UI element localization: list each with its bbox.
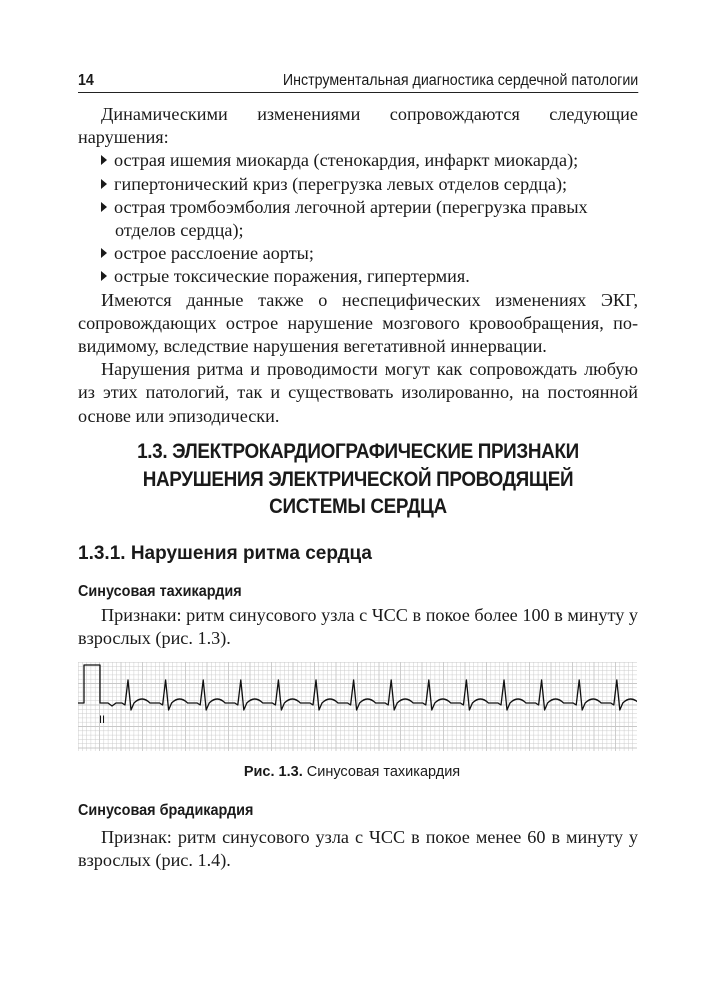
bullet-triangle-icon [101, 179, 107, 189]
bradycardia-text: Признак: ритм синусового узла с ЧСС в покое менее 60 в минуту у взрослых (рис. 1.4). [78, 827, 638, 871]
paragraph-nonspecific: Имеются данные также о неспецифических изменениях ЭКГ, сопровождающих острое нарушение мозгового кровообращения, по-видимому, вследствие нарушения вегетативной иннервации. [78, 289, 638, 357]
bullet-list [78, 149, 638, 288]
lead-label: II [99, 714, 106, 726]
intro-block [78, 103, 638, 428]
bradycardia-heading: Синусовая брадикардия [78, 802, 254, 819]
paragraph-rhythm: Нарушения ритма и проводимости могут как сопровождать любую из этих патологий, так и существовать изолированно, на постоянной основе или эпизодически. [78, 359, 638, 426]
tachycardia-heading: Синусовая тахикардия [78, 583, 242, 600]
bullet-triangle-icon [101, 271, 107, 281]
section-title: 1.3. ЭЛЕКТРОКАРДИОГРАФИЧЕСКИЕ ПРИЗНАКИ НАРУШЕНИЯ ЭЛЕКТРИЧЕСКОЙ ПРОВОДЯЩЕЙ СИСТЕМЫ СЕРДЦА [137, 440, 579, 518]
ecg-figure [78, 662, 637, 751]
bullet-triangle-icon [101, 248, 107, 258]
running-title: Инструментальная диагностика сердечной патологии [282, 72, 639, 89]
running-header [78, 62, 638, 93]
intro-lead: Динамическими изменениями сопровождаются следующие нарушения: [78, 104, 638, 148]
bullet-triangle-icon [101, 202, 107, 212]
subsection-title: 1.3.1. Нарушения ритма сердца [78, 543, 372, 564]
caption-label: Рис. 1.3. [243, 764, 303, 780]
figure-caption [0, 764, 704, 780]
bullet-triangle-icon [101, 155, 107, 165]
page-number: 14 [78, 72, 94, 89]
list-item: острая ишемия миокарда (стенокардия, инфаркт миокарда); [78, 149, 638, 172]
tachycardia-text: Признаки: ритм синусового узла с ЧСС в покое более 100 в минуту у взрослых (рис. 1.3). [78, 605, 638, 649]
list-item: острая тромбоэмболия легочной артерии (перегрузка правых отделов сердца); [78, 196, 638, 242]
list-item: острое расслоение аорты; [78, 242, 638, 265]
list-item: гипертонический криз (перегрузка левых отделов сердца); [78, 173, 638, 196]
caption-text: Синусовая тахикардия [302, 764, 461, 780]
list-item: острые токсические поражения, гипертермия. [78, 265, 638, 288]
